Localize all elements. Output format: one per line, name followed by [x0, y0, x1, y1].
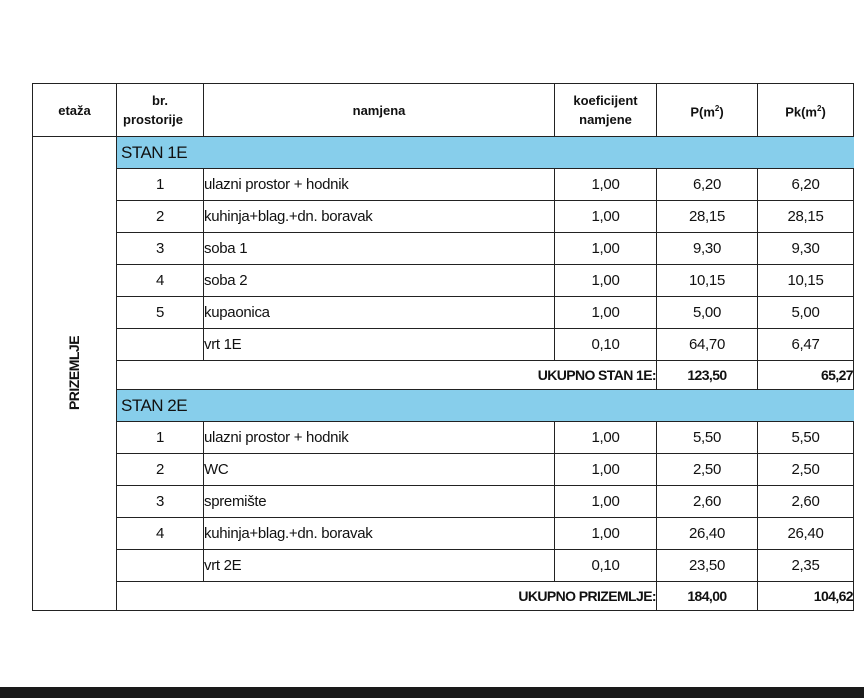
area-p: 6,20 — [657, 169, 758, 201]
area-pk: 2,60 — [758, 486, 854, 518]
area-pk: 2,35 — [758, 550, 854, 582]
area-p: 2,50 — [657, 454, 758, 486]
header-koeficijent — [555, 84, 657, 137]
table-row — [33, 422, 854, 454]
area-p: 2,60 — [657, 486, 758, 518]
total-row — [33, 582, 854, 611]
section-row — [33, 390, 854, 422]
room-number: 4 — [117, 265, 204, 297]
coefficient: 0,10 — [555, 550, 657, 582]
area-pk: 9,30 — [758, 233, 854, 265]
coefficient: 1,00 — [555, 265, 657, 297]
room-number: 4 — [117, 518, 204, 550]
area-table — [32, 83, 854, 611]
table-row — [33, 518, 854, 550]
room-name: WC — [204, 454, 555, 486]
room-name: ulazni prostor + hodnik — [204, 169, 555, 201]
area-p: 10,15 — [657, 265, 758, 297]
total-p: 123,50 — [657, 361, 758, 390]
room-number: 2 — [117, 454, 204, 486]
area-p: 64,70 — [657, 329, 758, 361]
header-koef-line1: koeficijent — [573, 93, 638, 108]
section-title: STAN 1E — [117, 137, 854, 169]
area-pk: 6,20 — [758, 169, 854, 201]
area-pk: 6,47 — [758, 329, 854, 361]
area-pk: 28,15 — [758, 201, 854, 233]
section-title: STAN 2E — [117, 390, 854, 422]
room-name: vrt 2E — [204, 550, 555, 582]
area-p: 26,40 — [657, 518, 758, 550]
coefficient: 0,10 — [555, 329, 657, 361]
header-row — [33, 84, 854, 137]
floor-label-cell — [33, 137, 117, 611]
coefficient: 1,00 — [555, 201, 657, 233]
room-name: ulazni prostor + hodnik — [204, 422, 555, 454]
area-pk: 26,40 — [758, 518, 854, 550]
header-p: $P(m^2)$ — [657, 84, 758, 137]
header-namjena: namjena — [204, 84, 555, 137]
coefficient: 1,00 — [555, 422, 657, 454]
table-row — [33, 265, 854, 297]
total-row — [33, 361, 854, 390]
room-name: soba 1 — [204, 233, 555, 265]
room-name: spremište — [204, 486, 555, 518]
total-label: UKUPNO PRIZEMLJE: — [117, 582, 657, 611]
room-number: 1 — [117, 169, 204, 201]
table-body — [33, 137, 854, 611]
area-pk: 2,50 — [758, 454, 854, 486]
total-pk: 104,62 — [758, 582, 854, 611]
table-row — [33, 169, 854, 201]
table-row — [33, 201, 854, 233]
area-p: 28,15 — [657, 201, 758, 233]
coefficient: 1,00 — [555, 454, 657, 486]
coefficient: 1,00 — [555, 518, 657, 550]
total-pk: 65,27 — [758, 361, 854, 390]
coefficient: 1,00 — [555, 233, 657, 265]
area-pk: 5,50 — [758, 422, 854, 454]
total-p: 184,00 — [657, 582, 758, 611]
area-p: 5,50 — [657, 422, 758, 454]
header-etaza: etaža — [33, 84, 117, 137]
room-name: soba 2 — [204, 265, 555, 297]
area-p: 5,00 — [657, 297, 758, 329]
coefficient: 1,00 — [555, 297, 657, 329]
table-row — [33, 233, 854, 265]
room-name: kuhinja+blag.+dn. boravak — [204, 201, 555, 233]
room-number: 3 — [117, 486, 204, 518]
area-p: 9,30 — [657, 233, 758, 265]
bottom-bar — [0, 687, 864, 698]
header-br-prostorije — [117, 84, 204, 137]
area-pk: 10,15 — [758, 265, 854, 297]
table-row — [33, 454, 854, 486]
table-row — [33, 329, 854, 361]
room-name: vrt 1E — [204, 329, 555, 361]
room-number — [117, 550, 204, 582]
coefficient: 1,00 — [555, 169, 657, 201]
room-number — [117, 329, 204, 361]
header-br-line2: prostorije — [123, 112, 183, 127]
room-name: kuhinja+blag.+dn. boravak — [204, 518, 555, 550]
room-number: 1 — [117, 422, 204, 454]
room-number: 2 — [117, 201, 204, 233]
table-row — [33, 550, 854, 582]
room-number: 3 — [117, 233, 204, 265]
total-label: UKUPNO STAN 1E: — [117, 361, 657, 390]
area-p: 23,50 — [657, 550, 758, 582]
room-number: 5 — [117, 297, 204, 329]
header-pk: $Pk(m^2)$ — [758, 84, 854, 137]
table-row — [33, 297, 854, 329]
coefficient: 1,00 — [555, 486, 657, 518]
room-name: kupaonica — [204, 297, 555, 329]
header-koef-line2: namjene — [579, 112, 632, 127]
section-row — [33, 137, 854, 169]
table-row — [33, 486, 854, 518]
area-pk: 5,00 — [758, 297, 854, 329]
floor-label: PRIZEMLJE — [66, 335, 83, 410]
header-br-line1: br. — [152, 93, 168, 108]
